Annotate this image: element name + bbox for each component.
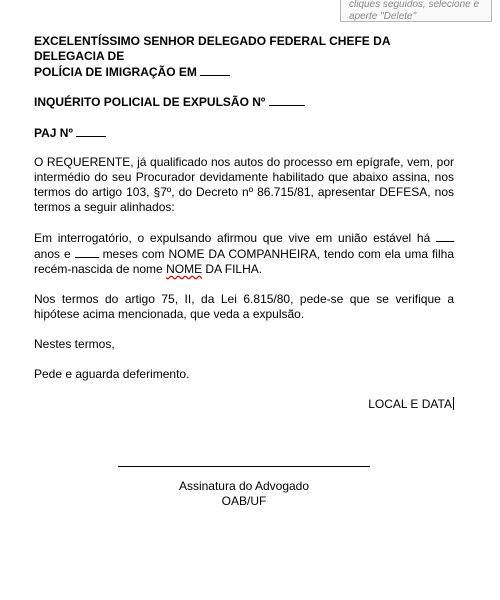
paragraph2-part-c: meses com NOME DA COMPANHEIRA, tendo com ela uma filha recém-nascida de nome	[34, 247, 454, 276]
paragraph-defesa: O REQUERENTE, já qualificado nos autos do processo em epígrafe, vem, por intermédio do seu Procurador devidamente habilitado que abaixo assina, nos termos do artigo 103, §7º, do Decreto nº 86.715/81, apresentar DEFESA, nos termos a seguir alinhados:	[34, 155, 454, 214]
closing-nestes-termos: Nestes termos,	[34, 337, 115, 351]
paragraph-interrogatorio	[34, 230, 454, 277]
spellcheck-word-nome: NOME	[166, 262, 203, 276]
text-cursor	[453, 397, 454, 410]
paragraph2-part-d: DA FILHA.	[205, 262, 263, 276]
paragraph2-part-a: Em interrogatório, o expulsando afirmou que vive em união estável há	[34, 231, 431, 245]
local-data-line	[34, 397, 454, 412]
inquerito-heading	[34, 94, 454, 110]
inquerito-label: INQUÉRITO POLICIAL DE EXPULSÃO Nº	[34, 95, 266, 109]
addressee-heading	[34, 34, 454, 80]
signature-line	[118, 466, 370, 467]
local-data-text: LOCAL E DATA	[368, 397, 452, 411]
document-body[interactable]	[34, 34, 454, 412]
city-blank	[200, 64, 230, 76]
closing-pede-deferimento: Pede e aguarda deferimento.	[34, 367, 190, 381]
paragraph2-part-b: anos e	[34, 247, 71, 261]
paragraph-lei: Nos termos do artigo 75, II, da Lei 6.815/80, pede-se que se verifique a hipótese acima mencionada, que veda a expulsão.	[34, 292, 454, 321]
months-blank	[75, 246, 99, 258]
years-blank	[436, 230, 454, 242]
paj-label: PAJ Nº	[34, 126, 73, 140]
addressee-line-2: POLÍCIA DE IMIGRAÇÃO EM	[34, 65, 197, 79]
hint-line-1: cliques seguidos, selecione e	[349, 0, 480, 10]
addressee-line-1: EXCELENTÍSSIMO SENHOR DELEGADO FEDERAL CHEFE DA DELEGACIA DE	[34, 34, 391, 63]
hint-line-2: aperte "Delete"	[349, 11, 417, 22]
signature-block	[118, 466, 370, 509]
inquerito-number-blank	[269, 94, 305, 106]
oab-label: OAB/UF	[221, 494, 267, 508]
instruction-hint-box	[340, 0, 492, 22]
signature-label: Assinatura do Advogado	[178, 479, 310, 493]
paj-heading	[34, 125, 454, 141]
paj-number-blank	[76, 125, 106, 137]
